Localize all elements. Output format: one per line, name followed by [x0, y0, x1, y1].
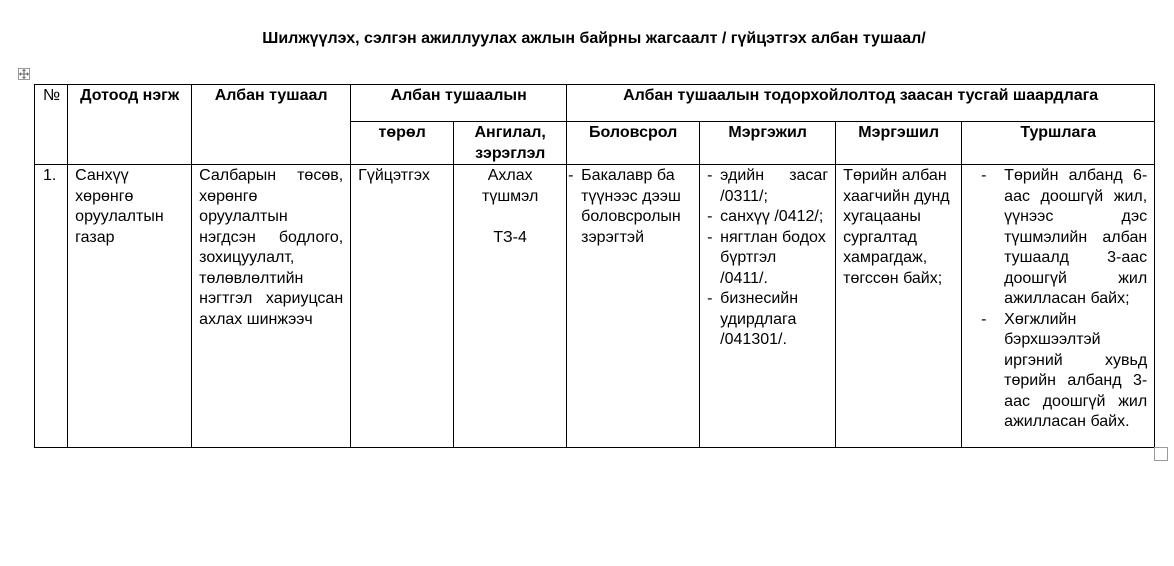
cell-experience — [962, 165, 1155, 448]
profession-item: - нягтлан бодох бүртгэл /0411/. — [707, 228, 828, 290]
cell-profession — [700, 165, 836, 448]
cell-type: Гүйцэтгэх — [351, 165, 454, 448]
class-name: Ахлах түшмэл — [482, 167, 539, 205]
cell-unit: Санхүү хөрөнгө оруулалтын газар — [68, 165, 192, 448]
table-header-row — [35, 85, 1155, 122]
header-skill: Мэргэшил — [836, 122, 962, 165]
profession-item: - эдийн засаг /0311/; — [707, 166, 828, 207]
page-title: Шилжүүлэх, сэлгэн ажиллуулах ажлын байрны жагсаалт / гүйцэтгэх албан тушаал/ — [262, 30, 926, 47]
header-position-of: Албан тушаалын — [351, 85, 567, 122]
cell-number: 1. — [35, 165, 68, 448]
education-item: - Бакалавр ба түүнээс дээш боловсролын зэрэгтэй — [568, 166, 692, 248]
header-type: төрөл — [351, 122, 454, 165]
job-list-table — [34, 84, 1155, 448]
header-number: № — [35, 85, 68, 165]
table-resize-handle[interactable] — [1154, 447, 1168, 461]
profession-list — [707, 166, 828, 351]
profession-item: - санхүү /0412/; — [707, 207, 828, 228]
header-experience: Туршлага — [962, 122, 1155, 165]
experience-item: - Төрийн албанд 6-аас доошгүй жил, үүнээс дэс түшмэлийн албан тушаалд 3-аас доошгүй жил ажилласан байх; — [969, 166, 1147, 310]
profession-item: - бизнесийн удирдлага /041301/. — [707, 289, 828, 351]
header-education: Боловсрол — [567, 122, 700, 165]
header-requirements: Албан тушаалын тодорхойлолтод заасан тусгай шаардлага — [567, 85, 1155, 122]
experience-list — [969, 166, 1147, 433]
header-unit: Дотоод нэгж — [68, 85, 192, 165]
header-position: Албан тушаал — [192, 85, 351, 165]
cell-position: Салбарын төсөв, хөрөнгө оруулалтын нэгдсэн бодлого, зохицуулалт, төлөвлөлтийн нэгтгэл хариуцсан ахлах шинжээч — [192, 165, 351, 448]
table-move-handle-icon[interactable] — [18, 68, 30, 80]
cell-class-rank — [454, 165, 567, 448]
cell-education — [567, 165, 700, 448]
experience-item: - Хөгжлийн бэрхшээлтэй иргэний хувьд төрийн албанд 3-аас доошгүй жил ажилласан байх. — [969, 310, 1147, 433]
header-class-rank: Ангилал, зэрэглэл — [454, 122, 567, 165]
cell-skill: Төрийн албан хаагчийн дунд хугацааны сургалтад хамрагдаж, төгссөн байх; — [836, 165, 962, 448]
header-profession: Мэргэжил — [700, 122, 836, 165]
table-row — [35, 165, 1155, 448]
class-code: ТЗ-4 — [493, 228, 527, 246]
